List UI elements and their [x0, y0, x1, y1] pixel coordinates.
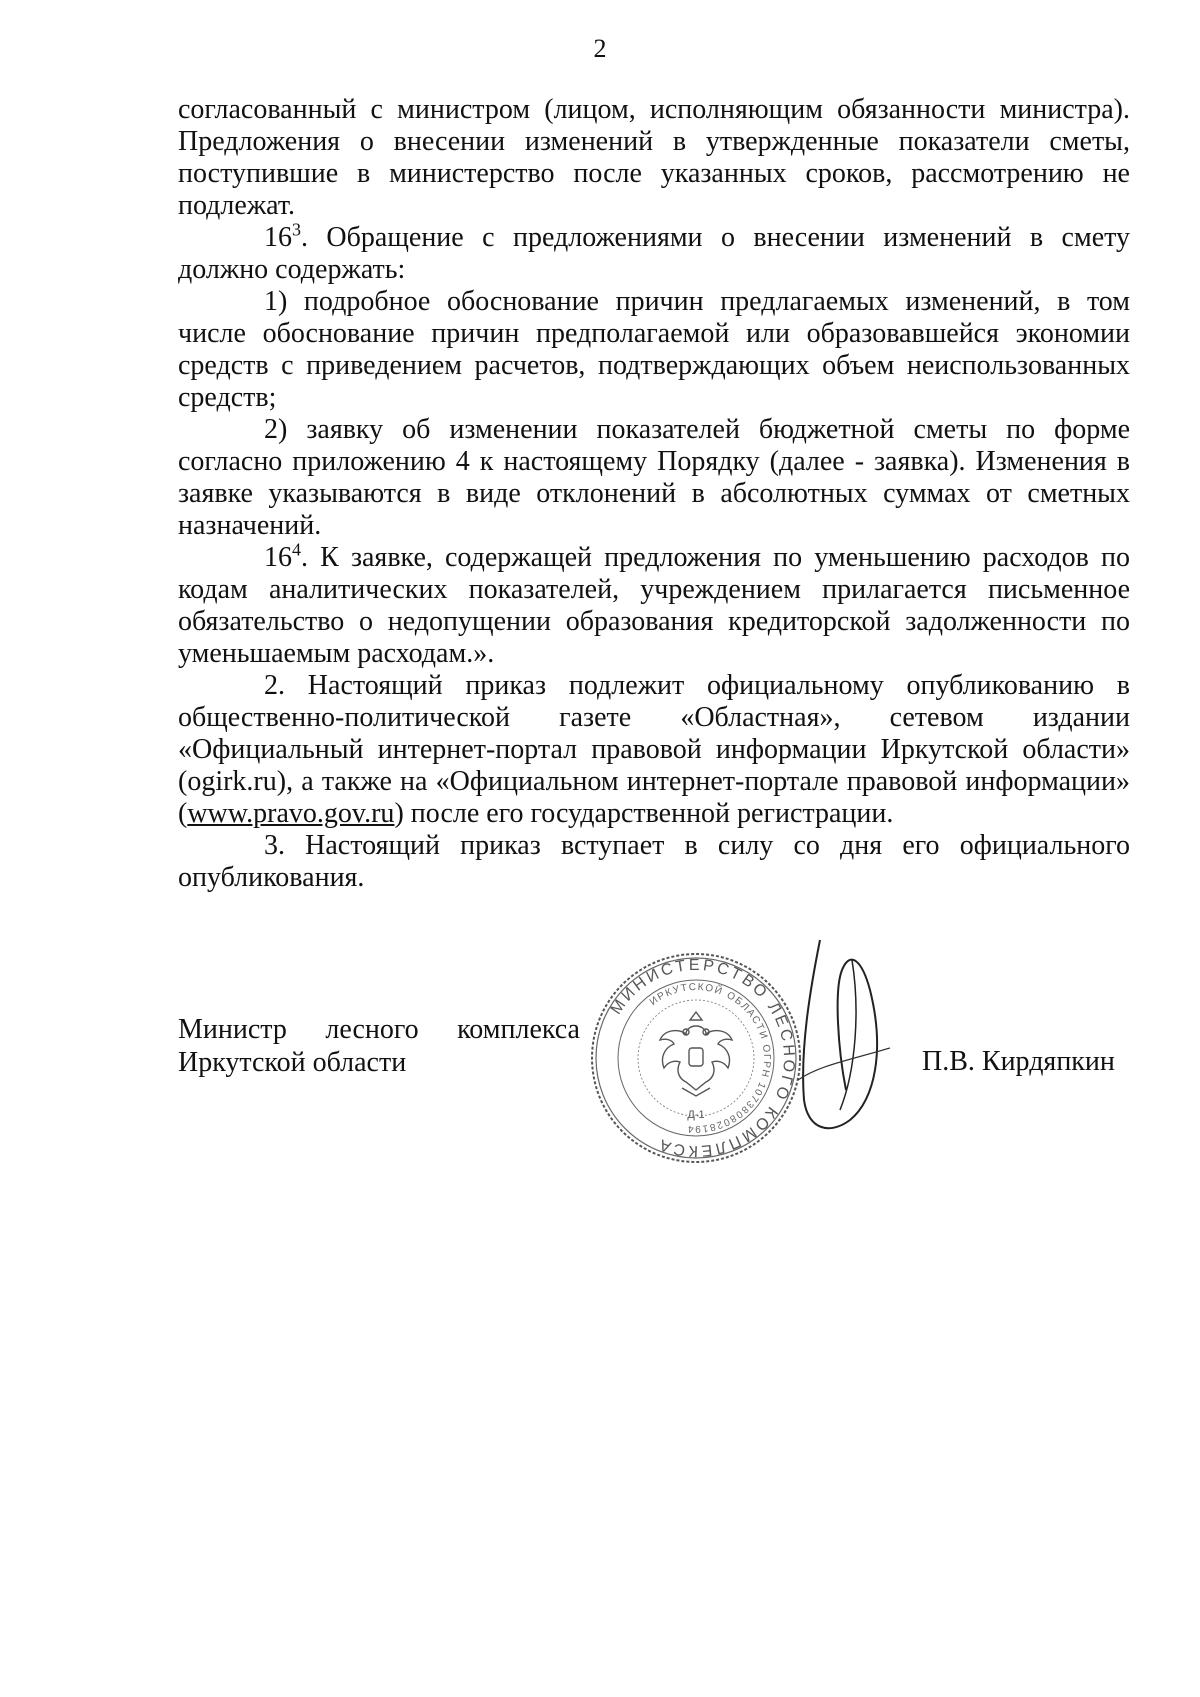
clause-text: . К заявке, содержащей предложения по уменьшению расходов по кодам аналитических показателей, учреждением прилагается письменное обязательство о недопущении образования кредиторской задолженности по уменьшаемым расходам.».	[178, 542, 1130, 669]
signature-icon	[790, 930, 900, 1140]
page-number: 2	[593, 34, 607, 63]
signatory-title	[178, 1013, 580, 1079]
paragraph-item-1: 1) подробное обоснование причин предлагаемых изменений, в том числе обоснование причин предполагаемой или образовавшейся экономии средств с приведением расчетов, подтверждающих объем неиспользованных средств;	[178, 286, 1130, 413]
pravo-link[interactable]: www.pravo.gov.ru	[187, 798, 395, 829]
clause-number: 16	[264, 222, 292, 253]
paragraph-effective-date: 3. Настоящий приказ вступает в силу со дня его официального опубликования.	[178, 830, 1130, 893]
stamp-bottom-text: Д-1	[687, 1109, 705, 1121]
paragraph-item-2: 2) заявку об изменении показателей бюджетной сметы по форме согласно приложению 4 к настоящему Порядку (далее - заявка). Изменения в заявке указываются в виде отклонений в абсолютных суммах от сметных назначений.	[178, 414, 1130, 541]
paragraph-16-3	[178, 219, 1130, 286]
eagle-emblem-icon	[660, 1012, 732, 1096]
signatory-name: П.В. Кирдяпкин	[922, 1046, 1115, 1077]
paragraph-1: согласованный с министром (лицом, исполняющим обязанности министра). Предложения о внесении изменений в утвержденные показатели сметы, поступившие в министерство после указанных сроков, рассмотрению не подлежат.	[178, 94, 1130, 221]
handwritten-signature	[790, 930, 900, 1145]
signatory-title-word: лесного	[325, 1014, 419, 1045]
clause-superscript: 4	[292, 539, 301, 560]
clause-superscript: 3	[292, 219, 301, 240]
stamp-outer-text: МИНИСТЕРСТВО ЛЕСНОГО КОМПЛЕКСА	[607, 956, 798, 1160]
publication-text-end: ) после его государственной регистрации.	[394, 798, 894, 829]
clause-text: . Обращение с предложениями о внесении изменений в смету должно содержать:	[178, 222, 1130, 285]
official-stamp	[586, 948, 806, 1173]
signatory-title-word: комплекса	[457, 1014, 580, 1045]
clause-number: 16	[264, 542, 292, 573]
stamp-inner-text: ИРКУТСКОЙ ОБЛАСТИ ОГРН 1073808028194	[647, 981, 773, 1135]
signatory-title-word: Министр	[178, 1014, 287, 1045]
publication-text: 2. Настоящий приказ подлежит официальному опубликованию в общественно-политической газете «Областная», сетевом издании «Официальный интернет-портал правовой информации Иркутской области» (ogirk.ru), а также на «Официальном интернет-портале правовой информации» (	[178, 670, 1130, 829]
paragraph-16-4	[178, 539, 1130, 670]
paragraph-publication	[178, 670, 1130, 830]
stamp-seal-icon	[586, 948, 806, 1168]
signatory-region: Иркутской области	[178, 1047, 407, 1078]
document-body	[178, 94, 1130, 894]
